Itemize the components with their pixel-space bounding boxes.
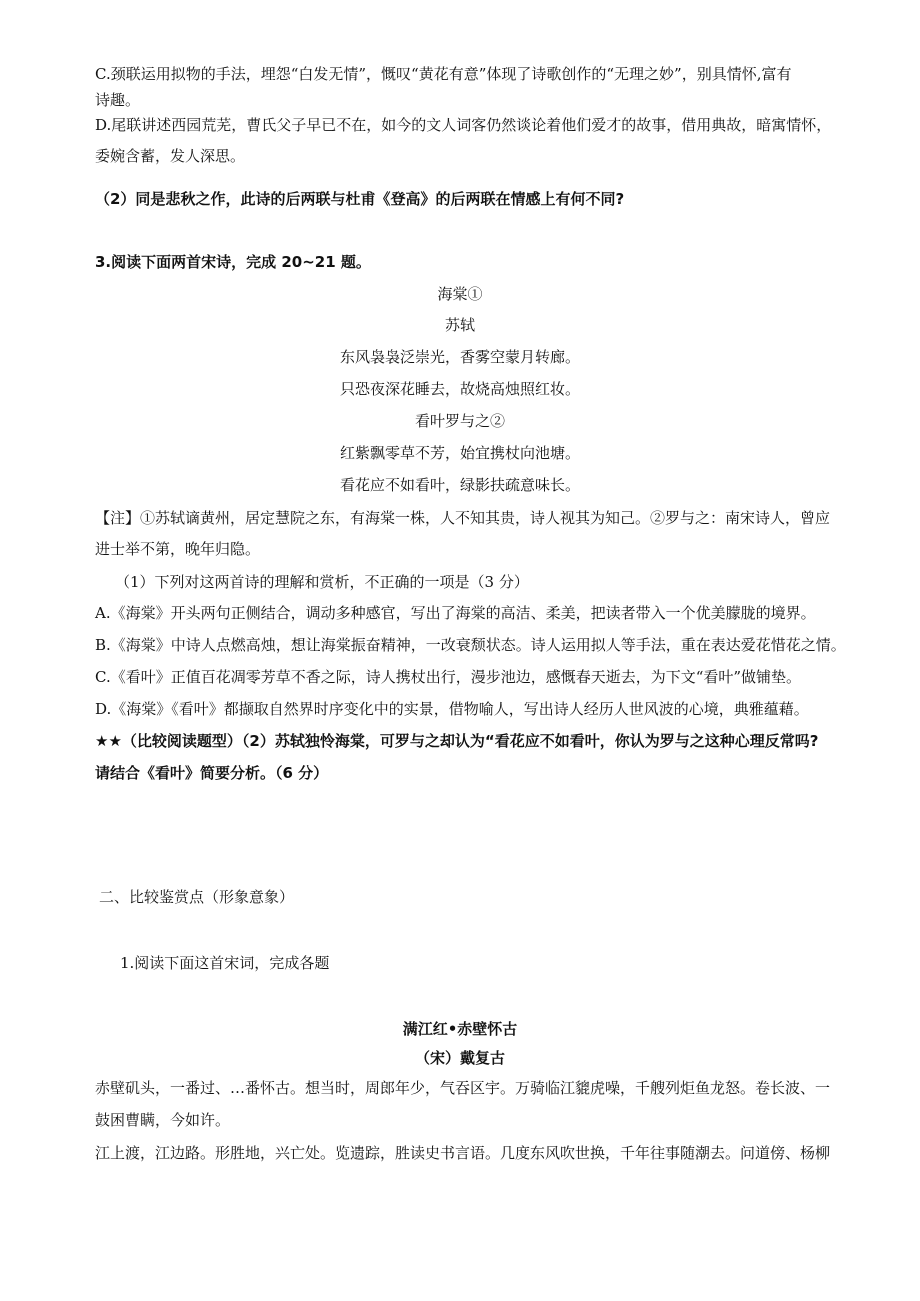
question-2-sub2: （2）同是悲秋之作，此诗的后两联与杜甫《登高》的后两联在情感上有何不同? — [95, 190, 625, 208]
ci-para1-line2: 鼓困曹瞒，今如许。 — [95, 1111, 231, 1129]
option-d-line2: 委婉含蓄，发人深思。 — [95, 147, 246, 165]
option-c-line1: C.颈联运用拟物的手法，埋怨“白发无情”，慨叹“黄花有意”体现了诗歌创作的“无理之妙”，别具情怀,富有 — [95, 65, 792, 83]
section-2-heading: 二、比较鉴赏点（形象意象） — [99, 888, 295, 906]
ci-poem-title: 满江红•赤壁怀古 — [402, 1020, 518, 1038]
poem1-line2: 只恐夜深花睡去，故烧高烛照红妆。 — [339, 380, 580, 398]
poem1-line1: 东风袅袅泛崇光，香雾空蒙月转廊。 — [339, 348, 580, 366]
question-3-sub2-line2: 请结合《看叶》简要分析。（6 分） — [95, 764, 329, 782]
option-c-line2: 诗趣。 — [95, 91, 141, 109]
question-3-heading: 3.阅读下面两首宋诗，完成 20~21 题。 — [95, 253, 371, 271]
option-d: D.《海棠》《看叶》都撷取自然界时序变化中的实景，借物喻人，写出诗人经历人世风波的心境，典雅蕴藉。 — [95, 700, 809, 718]
poem2-title: 看叶罗与之② — [414, 412, 505, 430]
poem2-line2: 看花应不如看叶，绿影扶疏意味长。 — [339, 476, 580, 494]
note-line1: 【注】①苏轼谪黄州，居定慧院之东，有海棠一株，人不知其贵，诗人视其为知己。②罗与之：南宋诗人，曾应 — [95, 509, 831, 527]
option-a: A.《海棠》开头两句正侧结合，调动多种感官，写出了海棠的高洁、柔美，把读者带入一个优美朦胧的境界。 — [95, 604, 816, 622]
poem2-line1: 红紫飘零草不芳，始宜携杖向池塘。 — [339, 444, 580, 462]
option-d-line1: D.尾联讲述西园荒芜，曹氏父子早已不在，如今的文人词客仍然谈论着他们爱才的故事，借用典故，暗寓情怀， — [95, 116, 832, 134]
ci-para1-line1: 赤壁矶头，一番过、…番怀古。想当时，周郎年少，气吞区宇。万骑临江貔虎噪，千艘列炬鱼龙怒。卷长波、一 — [95, 1079, 831, 1097]
question-3-sub2-line1: ★★（比较阅读题型）（2）苏轼独怜海棠，可罗与之却认为“看花应不如看叶，你认为罗与之这种心理反常吗? — [95, 732, 819, 750]
note-line2: 进士举不第，晚年归隐。 — [95, 540, 261, 558]
question-3-sub1: （1）下列对这两首诗的理解和赏析，不正确的一项是（3 分） — [115, 573, 529, 591]
option-c: C.《看叶》正值百花凋零芳草不香之际，诗人携杖出行，漫步池边，感慨春天逝去，为下文“看叶”做铺垫。 — [95, 668, 802, 686]
poem1-author: 苏轼 — [444, 316, 475, 334]
option-b: B.《海棠》中诗人点燃高烛，想让海棠振奋精神，一改衰颓状态。诗人运用拟人等手法，重在表达爱花惜花之情。 — [95, 636, 846, 654]
poem1-title: 海棠① — [437, 285, 483, 303]
ci-para2-line1: 江上渡，江边路。形胜地，兴亡处。览遗踪，胜读史书言语。几度东风吹世换，千年往事随潮去。问道傍、杨柳 — [95, 1144, 831, 1162]
ci-poem-author: （宋）戴复古 — [414, 1049, 505, 1067]
section-2-question-1: 1.阅读下面这首宋词，完成各题 — [120, 954, 330, 972]
